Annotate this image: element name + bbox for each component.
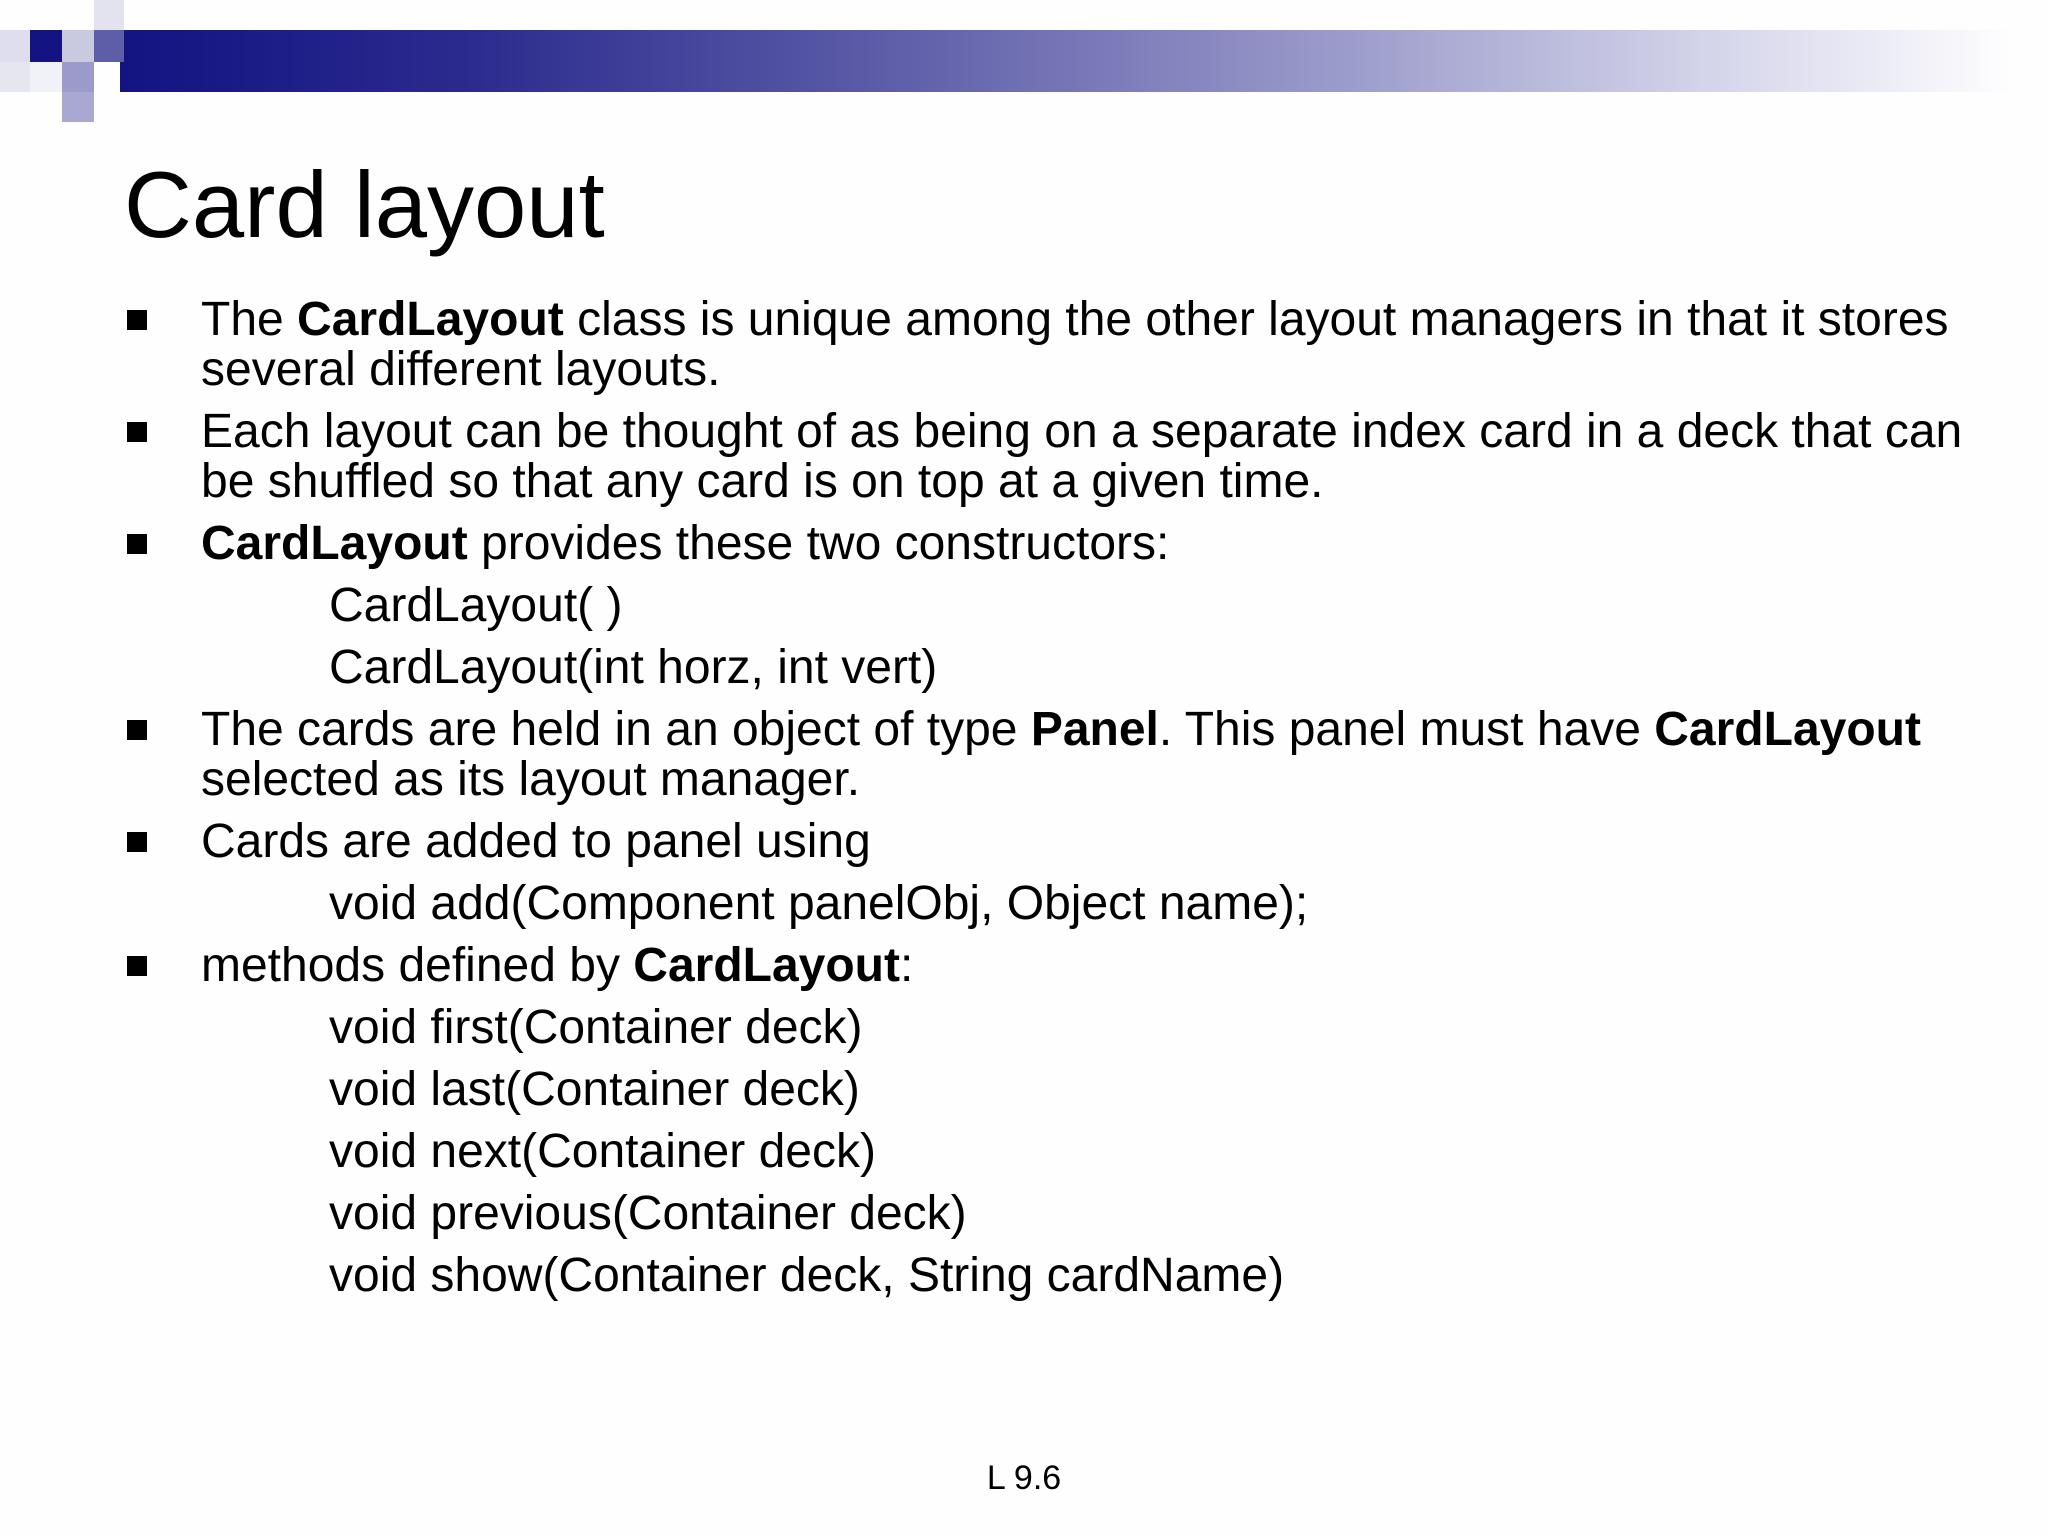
header-square bbox=[94, 0, 124, 30]
bullet-item bbox=[124, 519, 2004, 569]
header-square bbox=[30, 62, 62, 92]
bullet-item bbox=[124, 817, 2004, 867]
bullet-bold-text: CardLayout bbox=[201, 517, 468, 570]
code-line: CardLayout(int horz, int vert) bbox=[329, 641, 938, 694]
slide-content bbox=[124, 295, 2004, 1313]
bullet-bold-text: CardLayout bbox=[1654, 703, 1921, 756]
bullet-text: The bbox=[201, 293, 298, 346]
header-square bbox=[0, 62, 30, 92]
code-line: void add(Component panelObj, Object name); bbox=[329, 877, 1309, 930]
code-line: void next(Container deck) bbox=[329, 1125, 876, 1178]
bullet-text: selected as its layout manager. bbox=[201, 753, 861, 806]
bullet-bold-text: CardLayout bbox=[633, 939, 900, 992]
bullet-text: . This panel must have bbox=[1158, 703, 1655, 756]
bullet-item bbox=[124, 407, 2004, 507]
header-gradient-bar bbox=[120, 30, 2020, 92]
code-line: CardLayout( ) bbox=[329, 579, 623, 632]
slide-footer-number: L 9.6 bbox=[986, 1459, 1062, 1497]
bullet-text: Cards are added to panel using bbox=[201, 815, 871, 868]
bullet-item bbox=[124, 941, 2004, 991]
header-square bbox=[62, 92, 94, 122]
code-line: void previous(Container deck) bbox=[329, 1187, 967, 1240]
header-square bbox=[62, 30, 94, 62]
bullet-text: methods defined by bbox=[201, 939, 634, 992]
bullet-square-icon bbox=[127, 956, 147, 976]
bullet-text: : bbox=[899, 939, 914, 992]
bullet-text: The cards are held in an object of type bbox=[201, 703, 1031, 756]
slide-title: Card layout bbox=[124, 152, 605, 257]
code-line: void first(Container deck) bbox=[329, 1001, 863, 1054]
bullet-square-icon bbox=[127, 310, 147, 330]
code-line: void last(Container deck) bbox=[329, 1063, 860, 1116]
bullet-bold-text: CardLayout bbox=[297, 293, 564, 346]
bullet-text: Each layout can be thought of as being on a separate index card in a deck that can be shuffled so that any card is on top at a given time. bbox=[201, 405, 1963, 508]
header-square bbox=[62, 62, 94, 92]
bullet-square-icon bbox=[127, 422, 147, 442]
bullet-item bbox=[124, 705, 2004, 805]
header-square bbox=[94, 30, 124, 62]
bullet-text: provides these two constructors: bbox=[467, 517, 1170, 570]
bullet-item bbox=[124, 295, 2004, 395]
bullet-text: class is unique among the other layout managers in that it stores several different layouts. bbox=[201, 293, 1949, 396]
bullet-square-icon bbox=[127, 832, 147, 852]
header-square bbox=[30, 30, 62, 62]
bullet-square-icon bbox=[127, 720, 147, 740]
code-line: void show(Container deck, String cardName) bbox=[329, 1249, 1285, 1302]
bullet-square-icon bbox=[127, 534, 147, 554]
header-square bbox=[0, 30, 30, 62]
bullet-bold-text: Panel bbox=[1030, 703, 1159, 756]
